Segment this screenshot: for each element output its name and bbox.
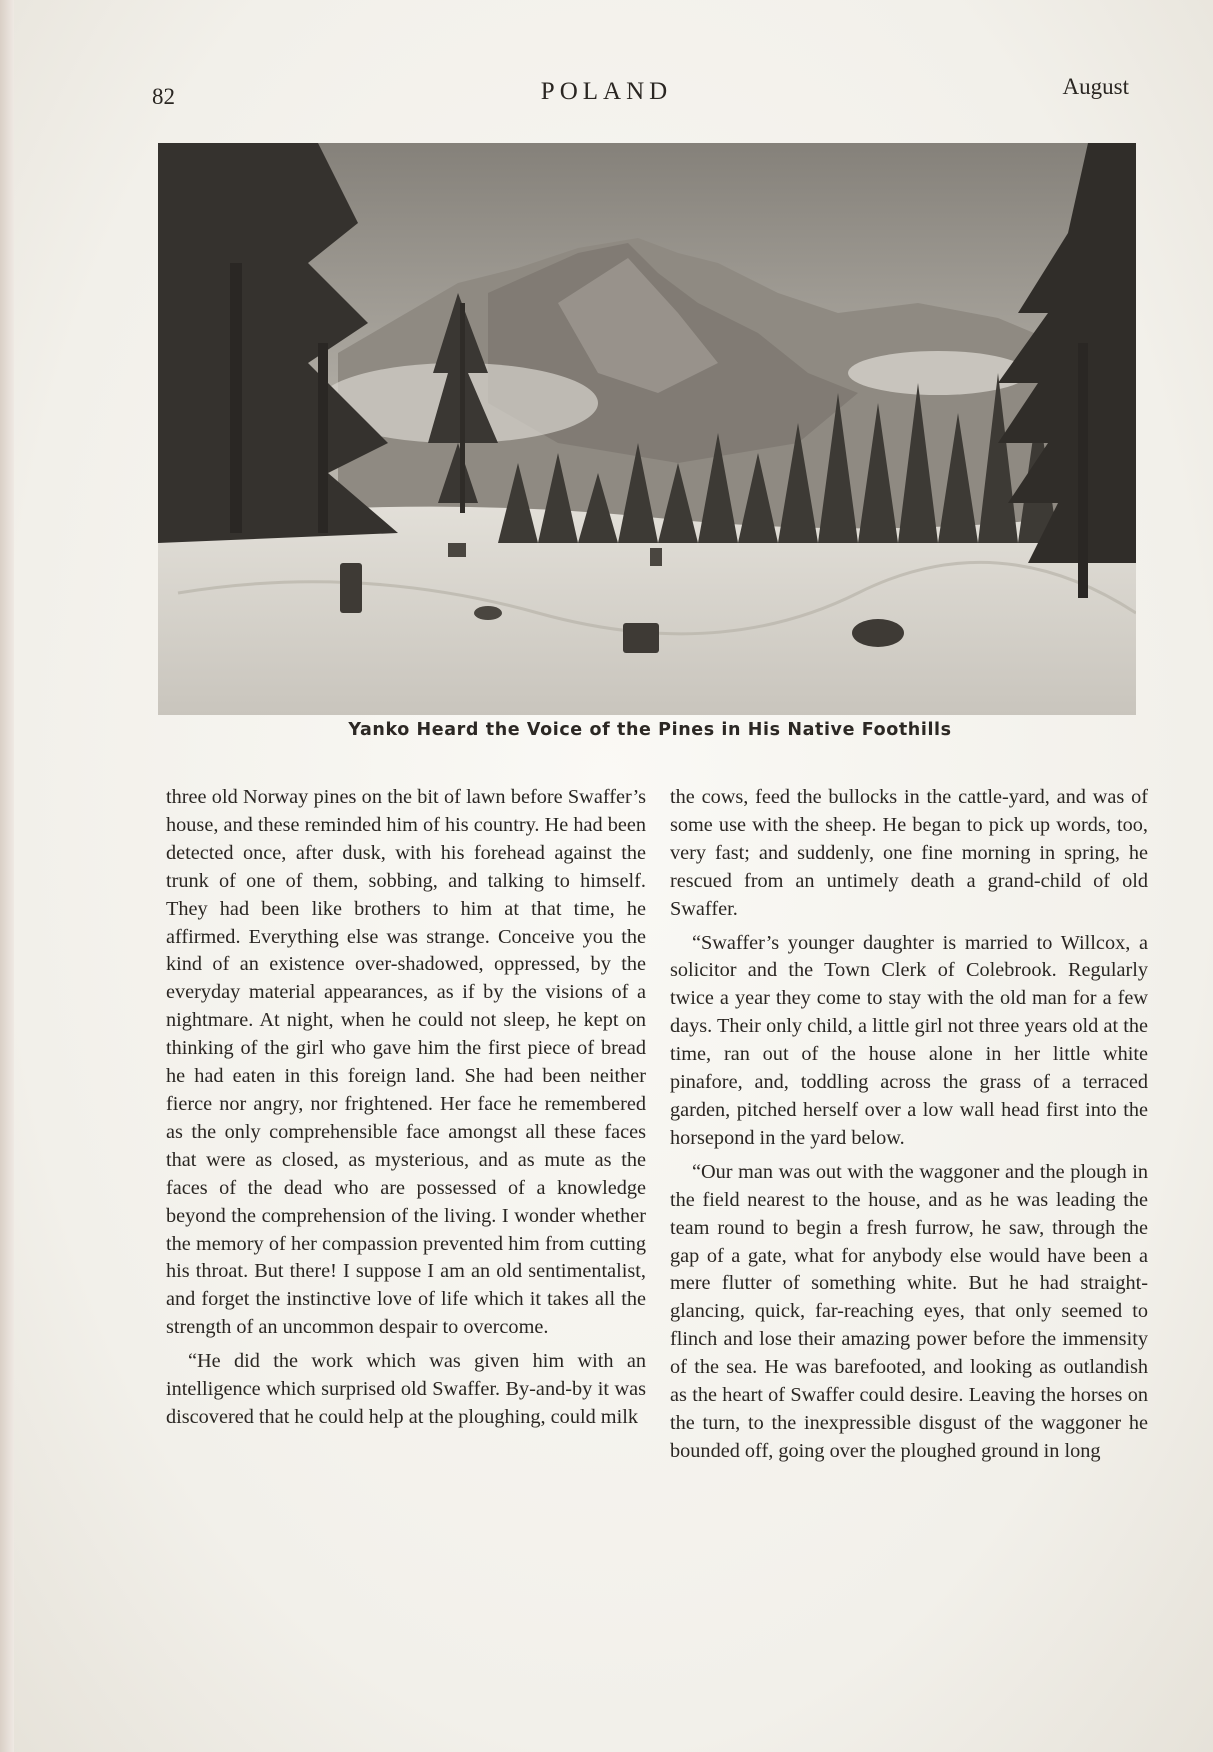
paragraph: “He did the work which was given him with an intelligence which surprised old Swaffer. By-and-by it was discovered that he could help at the ploughing, could milk xyxy=(166,1350,646,1428)
photo-caption: Yanko Heard the Voice of the Pines in His Native Foothills xyxy=(348,720,952,740)
paragraph: “Our man was out with the waggoner and the plough in the field nearest to the house, and as he was leading the team round to begin a fresh furrow, he saw, through the gap of a gate, what for anybody else would have been a mere flutter of something white. But he had straight-glancing, quick, far-reaching eyes, that only seemed to flinch and lose their amazing power before the immensity of the sea. He was barefooted, and looking as outlandish as the heart of Swaffer could desire. Leaving the horses on the turn, to the inexpressible disgust of the waggoner he bounded off, going over the ploughed ground in long xyxy=(670,1160,1148,1462)
pine-forest-mountain-image xyxy=(158,143,1136,715)
running-title: POLAND xyxy=(540,78,673,105)
page-number: 82 xyxy=(152,84,175,109)
page-edge xyxy=(0,0,14,1752)
issue-month: August xyxy=(1062,74,1129,99)
left-text-column xyxy=(166,784,646,1432)
right-text-column xyxy=(670,784,1148,1466)
paragraph: three old Norway pines on the bit of lawn before Swaffer’s house, and these reminded him of his country. He had been detected once, after dusk, with his forehead against the trunk of one of them, sobbing, and talking to himself. They had been like brothers to him at that time, he affirmed. Everything else was strange. Conceive you the kind of an existence over-shadowed, oppressed, by the everyday material appearances, as if by the visions of a nightmare. At night, when he could not sleep, he kept on thinking of the girl who gave him the first piece of bread he had eaten in this foreign land. She had been neither fierce nor angry, nor frightened. Her face he remembered as the only comprehensible face amongst all these faces that were as closed, as mysterious, and as mute as the faces of the dead who are possessed of a knowledge beyond the comprehension of the living. I wonder whether the memory of her compassion prevented him from cutting his throat. But there! I suppose I am an old sentimentalist, and forget the instinctive love of life which it takes all the strength of an uncommon despair to overcome. xyxy=(166,786,646,1339)
landscape-photo xyxy=(158,143,1136,715)
paragraph: the cows, feed the bullocks in the cattle-yard, and was of some use with the sheep. He began to pick up words, too, very fast; and suddenly, one fine morning in spring, he rescued from an untimely death a grand-child of old Swaffer. xyxy=(670,786,1148,920)
paragraph: “Swaffer’s younger daughter is married to Willcox, a solicitor and the Town Clerk of Colebrook. Regularly twice a year they come to stay with the old man for a few days. Their only child, a little girl not three years old at the time, ran out of the house alone in her little white pinafore, and, toddling across the grass of a terraced garden, pitched herself over a low wall head first into the horsepond in the yard below. xyxy=(670,931,1148,1149)
page-header xyxy=(0,72,1213,112)
